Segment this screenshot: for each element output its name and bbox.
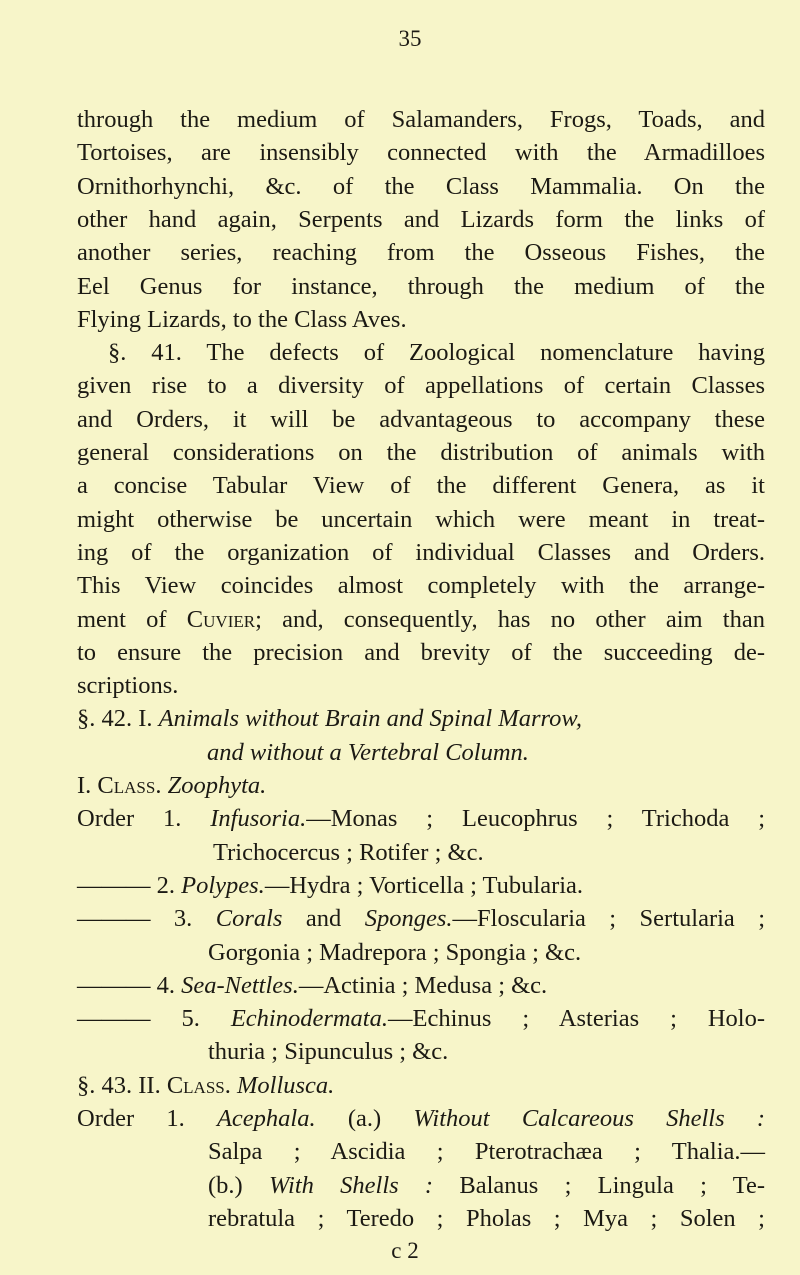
text-line — [77, 138, 765, 168]
text-segment: might otherwise be uncertain which were meant in treat- — [77, 505, 765, 533]
text-segment: Tortoises, are insensibly connected with the Armadilloes — [77, 139, 765, 167]
text-segment: thuria ; Sipunculus ; &c. — [208, 1038, 449, 1066]
text-line — [207, 738, 765, 768]
text-segment: I. — [77, 772, 98, 799]
text-line — [77, 538, 765, 568]
text-segment: Order 1. — [77, 805, 211, 833]
text-segment: to ensure the precision and brevity of the succeeding de- — [77, 638, 765, 666]
text-segment: another series, reaching from the Osseous Fishes, the — [77, 239, 765, 267]
italic-text: Animals without Brain and Spinal Marrow, — [158, 705, 583, 733]
text-line — [77, 238, 765, 268]
italic-text: Without Calcareous Shells : — [413, 1105, 765, 1132]
small-caps-text: Class — [166, 1071, 225, 1099]
small-caps-text: Cuvier — [186, 605, 256, 633]
text-line — [77, 605, 765, 635]
text-segment: ment of — [77, 605, 187, 633]
text-line — [77, 638, 765, 668]
text-segment: ing of the organization of individual Classes and Orders. — [77, 538, 765, 566]
text-segment: through the medium of Salamanders, Frogs, Toads, and — [77, 106, 765, 133]
text-segment: . — [155, 772, 168, 799]
text-line — [77, 505, 765, 535]
text-line — [77, 804, 765, 834]
text-segment: Balanus ; Lingula ; Te- — [433, 1171, 766, 1199]
text-segment: (a.) — [315, 1105, 414, 1132]
text-segment: Eel Genus for instance, through the medium of the — [77, 272, 765, 300]
text-segment: Order 1. — [77, 1105, 217, 1132]
italic-text: Sea-Nettles. — [181, 971, 299, 999]
italic-text: Echinodermata. — [230, 1005, 388, 1033]
text-segment: §. 41. The defects of Zoological nomenclature having — [108, 339, 765, 367]
page-number: 35 — [398, 26, 422, 51]
text-segment: This View coincides almost completely with the arrange- — [77, 572, 765, 600]
text-segment: §. 43. II. — [77, 1071, 167, 1099]
text-segment: scriptions. — [77, 672, 179, 700]
text-line — [77, 904, 765, 934]
text-segment: . — [224, 1071, 237, 1099]
text-line — [77, 305, 765, 335]
text-line — [208, 1171, 765, 1201]
text-line — [77, 105, 765, 135]
small-caps-text: Class — [97, 772, 156, 799]
text-segment: (b.) — [208, 1171, 269, 1199]
text-line — [77, 871, 765, 901]
text-line — [208, 1204, 765, 1234]
text-segment: Trichocercus ; Rotifer ; &c. — [213, 838, 484, 866]
text-line — [208, 1137, 765, 1167]
text-segment: —Actinia ; Medusa ; &c. — [298, 971, 548, 999]
signature-mark: c 2 — [391, 1238, 419, 1263]
text-line — [77, 771, 765, 801]
italic-text: Acephala. — [216, 1105, 316, 1132]
italic-text: Zoophyta. — [167, 772, 267, 799]
italic-text: Polypes. — [181, 871, 265, 899]
text-line — [77, 971, 765, 1001]
text-line — [77, 272, 765, 302]
text-segment: and Orders, it will be advantageous to accompany these — [77, 405, 765, 433]
text-segment: —Echinus ; Asterias ; Holo- — [388, 1005, 765, 1033]
text-line — [77, 571, 765, 601]
italic-text: Sponges. — [364, 905, 453, 933]
italic-text: Infusoria. — [210, 805, 307, 833]
text-segment: and — [282, 905, 365, 933]
text-line — [77, 172, 765, 202]
text-segment: general considerations on the distribution of animals with — [77, 439, 765, 466]
text-segment: —Floscularia ; Sertularia ; — [452, 905, 766, 933]
text-line — [77, 1071, 765, 1101]
text-segment: ; and, consequently, has no other aim than — [255, 605, 765, 633]
text-segment: —Monas ; Leucophrus ; Trichoda ; — [306, 805, 765, 833]
text-line — [77, 205, 765, 235]
text-segment: —Hydra ; Vorticella ; Tubularia. — [264, 871, 584, 899]
italic-text: Mollusca. — [237, 1071, 335, 1099]
text-segment: Flying Lizards, to the Class Aves. — [77, 305, 407, 333]
text-segment: ——— 5. — [77, 1005, 231, 1033]
text-segment: Gorgonia ; Madrepora ; Spongia ; &c. — [208, 938, 582, 966]
text-segment: §. 42. I. — [77, 705, 159, 733]
text-line — [77, 671, 765, 701]
text-line — [77, 438, 765, 468]
text-line — [108, 338, 765, 368]
text-line — [77, 1104, 765, 1134]
text-line — [208, 938, 765, 968]
text-line — [213, 838, 765, 868]
italic-text: and without a Vertebral Column. — [207, 738, 529, 766]
text-line — [77, 471, 765, 501]
text-line — [208, 1037, 765, 1067]
text-line — [77, 405, 765, 435]
text-line — [77, 1004, 765, 1034]
text-segment: Salpa ; Ascidia ; Pterotrachæa ; Thalia.— — [208, 1138, 765, 1166]
text-segment: ——— 4. — [77, 971, 182, 999]
text-segment: other hand again, Serpents and Lizards form the links of — [77, 205, 765, 233]
text-segment: ——— 2. — [77, 871, 182, 899]
text-segment: a concise Tabular View of the different Genera, as it — [77, 472, 765, 500]
italic-text: With Shells : — [268, 1171, 434, 1199]
italic-text: Corals — [215, 905, 283, 933]
text-line — [77, 371, 765, 401]
text-segment: rebratula ; Teredo ; Pholas ; Mya ; Solen ; — [208, 1204, 765, 1232]
text-segment: given rise to a diversity of appellations of certain Classes — [77, 372, 765, 400]
text-segment: ——— 3. — [77, 905, 216, 933]
text-segment: Ornithorhynchi, &c. of the Class Mammalia. On the — [77, 172, 765, 200]
text-line — [77, 704, 765, 734]
